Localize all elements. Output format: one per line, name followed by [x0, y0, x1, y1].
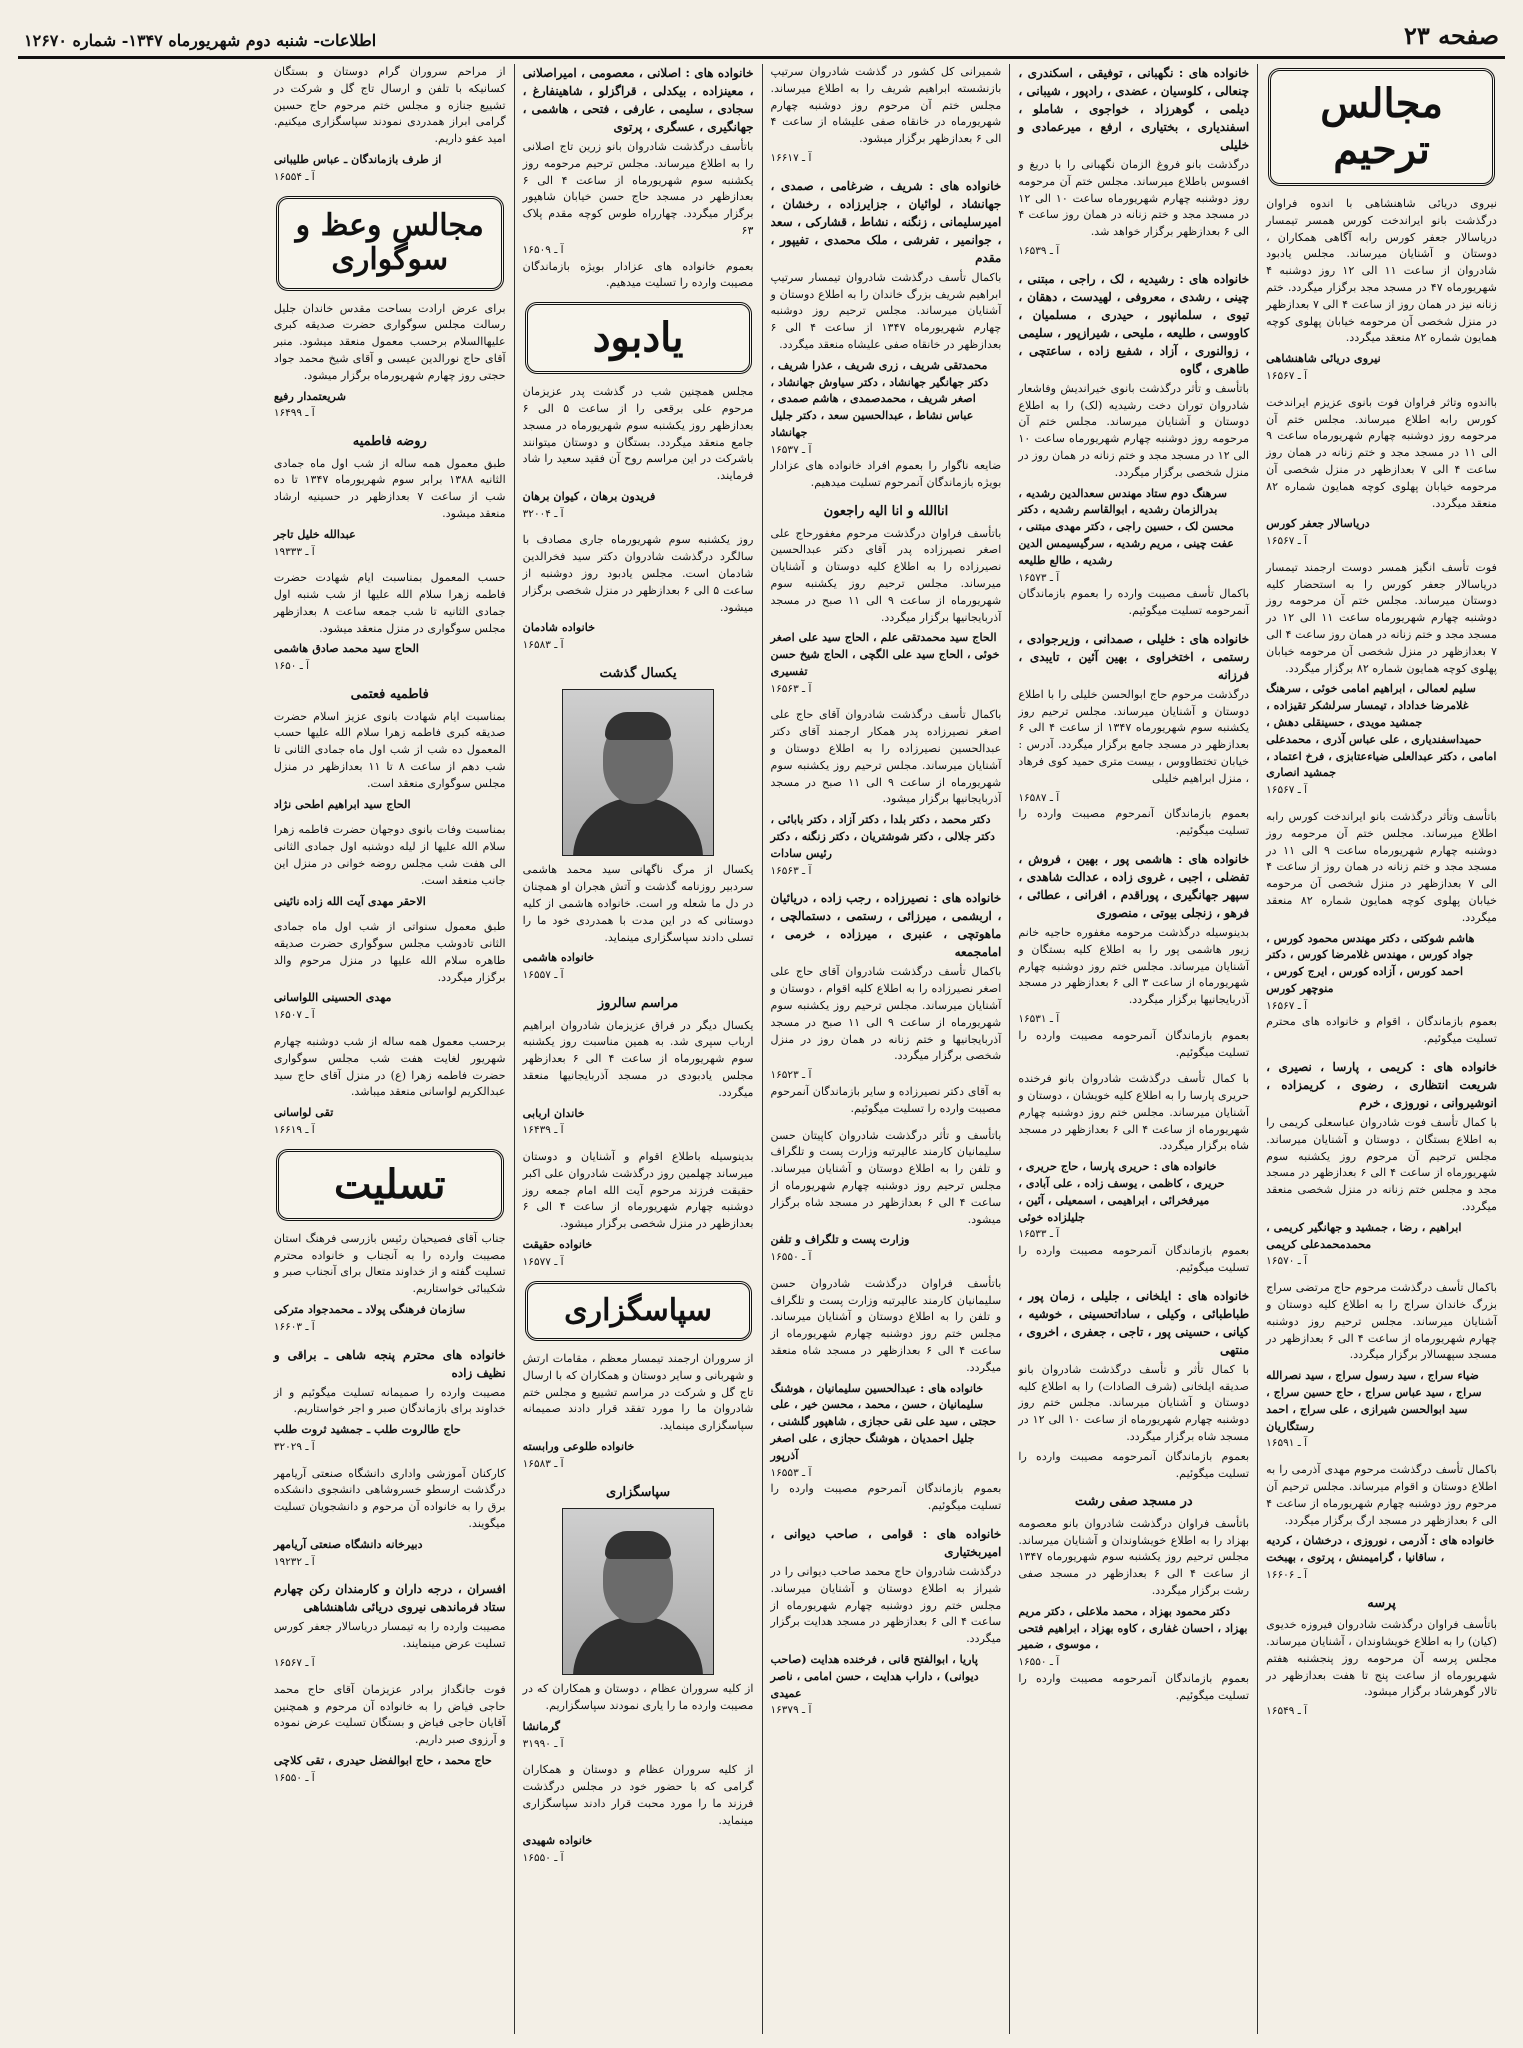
notice-body: درگذشت شادروان حاج محمد صاحب دیوانی را در شیراز به اطلاع دوستان و آشنایان میرساند. مجلس ختم روز دوشنبه چهارم شهریورماه از ساعت ۴ الی ۶ بعدازظهر در مسجد هدایت برگزار میگردد.	[770, 1564, 1002, 1646]
notice	[523, 1762, 754, 1867]
notice	[1266, 395, 1497, 550]
notice	[1266, 1462, 1497, 1584]
issue-info: اطلاعات- شنبه دوم شهریورماه ۱۳۴۷- شماره ۱۲۶۷۰	[24, 31, 377, 50]
notice	[274, 1346, 506, 1456]
notice-body: مصیبت وارده را به تیمسار دریاسالار جعفر کورس تسلیت عرض مینمایند.	[273, 1620, 506, 1651]
notice-body: بعموم بازماندگان آنمرحوم مصیبت وارده را تسلیت میگوئیم.	[1018, 807, 1250, 838]
notice-code: آ ـ ۱۶۵۶۷	[1266, 784, 1308, 797]
notice-code: آ ـ ۱۶۴۳۹	[522, 1124, 564, 1137]
notice	[274, 1682, 506, 1787]
notice-heading: خانواده های : شریف ، ضرغامی ، صمدی ، جهانشاد ، لوائیان ، جزایرزاده ، رخشان ، امیرسلیمانی ، زنگنه ، نشاط ، قشارکی ، سعد ، جوانمیر ، تفرشی ، ملک محمدی ، تفیپور ، مقدم	[770, 178, 1002, 265]
notice-heading: پرسه	[1367, 1595, 1396, 1611]
notice	[523, 1149, 754, 1271]
column-2	[1009, 64, 1257, 2034]
notice-signature: عبدالله خلیل تاجر	[273, 526, 356, 541]
notice-code: آ ـ ۱۶۵۷۷	[522, 1255, 564, 1268]
masthead	[18, 18, 1505, 59]
notice	[274, 432, 506, 560]
section-box-sermon-mourning	[276, 196, 504, 291]
notice-code: آ ـ ۱۶۶۱۹	[273, 1124, 315, 1137]
notice-signature: خانواده های : آذرمی ، نوروزی ، درخشان ، کردیه ، ساقانیا ، گرامیمنش ، پرتوی ، بهبخت	[1266, 1533, 1495, 1565]
notice-heading: خانواده های محترم پنجه شاهی ـ براقی و نظیف زاده	[273, 1347, 506, 1380]
notice	[771, 1128, 1002, 1266]
notice-signature: دریاسالار جعفر کورس	[1266, 516, 1370, 531]
notice-signature: وزارت پست و تلگراف و تلفن	[770, 1232, 910, 1247]
notice-code: آ ـ ۱۶۵۷۰	[1266, 1255, 1308, 1268]
notice-body: بمناسبت ایام شهادت بانوی عزیز اسلام حضرت صدیقه کبری فاطمه زهرا سلام الله علیها حسب المعمول ده شب از شب اول ماه جمادی الثانی تا شب دهم از ساعت ۸ تا ۱۱ بعدازظهر در منزل مجلس سوگواری منعقد است.	[273, 709, 506, 790]
notice-code: آ ـ ۱۶۵۵۷	[522, 969, 564, 982]
notice	[274, 1034, 506, 1139]
notice	[771, 177, 1002, 492]
notice-body: نیروی دریائی شاهنشاهی با اندوه فراوان درگذشت بانو ایراندخت کورس همسر تیمسار دریاسالار جعفر کورس رابه آگاهی همکاران ، دوستان و آشنایان میرساند. مجلس یادبود شادروان از ساعت ۱۱ الی ۱۲ روز دوشنبه ۴ شهریورماه ۴۷ در مسجد مجد برگزار میگردد. ختم زنانه نیز در همان روز از ساعت ۴ الی ۷ بعدازظهر در منزل شخصی آن مرحومه خیابان پهلوی کوچه همایون شماره ۸۲ منعقد میگردد.	[1266, 197, 1497, 345]
notice-body: روز یکشنبه سوم شهریورماه جاری مصادف با سالگرد درگذشت شادروان دکتر سید فخرالدین شادمان است. مجلس یادبود روز دوشنبه از ساعت ۵ الی ۶ بعدازظهر در منزل شخصی برگزار میشود.	[522, 533, 754, 614]
notice-body: حسب المعمول بمناسبت ایام شهادت حضرت فاطمه زهرا سلام الله علیها از شب شنبه اول جمادی الثانیه تا شب جمعه ساعت ۸ بعدازظهر مجلس سوگواری در منزل منعقد میشود.	[273, 571, 506, 635]
notice-signature: دکتر محمد ، دکتر بلدا ، دکتر آزاد ، دکتر بابائی ، دکتر جلالی ، دکتر شوشتریان ، دکتر زنگنه ، دکتر رئیس سادات	[770, 812, 996, 860]
notice-code: آ ـ ۱۶۵۵۰	[770, 1251, 812, 1264]
notice-signature: الحاج سید محمد صادق هاشمی	[273, 641, 420, 656]
notice-code: آ ـ ۱۶۵۶۳	[770, 682, 812, 695]
notice	[274, 1580, 506, 1671]
notice	[523, 1483, 754, 1753]
notice-heading: خانواده های : نگهبانی ، توفیقی ، اسکندری ، چنعالی ، کلوسیان ، عضدی ، رادپور ، شیبانی ، دیلمی ، گوهرزاد ، خواجوی ، شاملو ، اسفندیاری ، بختیاری ، ارفع ، میرعمادی و خلیلی	[1018, 66, 1250, 152]
portrait-hair	[605, 1531, 671, 1559]
notice-code: آ ـ ۱۶۵۷۳	[1018, 571, 1060, 584]
notice-body: بعموم بازماندگان آنمرحومه مصیبت وارده را تسلیت میگوئیم.	[1018, 1244, 1250, 1275]
notice-code: آ ـ ۳۱۹۹۰	[522, 1737, 564, 1750]
notice-body: بعموم بازماندگان ، اقوام و خانواده های محترم تسلیت میگوئیم.	[1266, 1015, 1497, 1046]
section-title: مجالس ترحیم	[1320, 80, 1443, 173]
notice-signature: خانواده شهیدی	[522, 1833, 593, 1848]
notice-body: طبق معمول همه ساله از شب اول ماه جمادی الثانیه ۱۳۸۸ برابر سوم شهریورماه ۱۳۴۷ تا ده شب از ساعت ۷ بعدازظهر در حسینیه ارشاد منعقد میشود.	[273, 456, 506, 520]
notice-code: آ ـ ۱۶۵۶۷	[273, 1656, 315, 1669]
notice-code: آ ـ ۱۹۳۳۳	[273, 545, 315, 558]
notice-signature: مهدی الحسینی اللواسانی	[273, 990, 392, 1005]
notice-signature: دبیرخانه دانشگاه صنعتی آریامهر	[273, 1536, 423, 1551]
notice-body: برحسب معمول همه ساله از شب دوشنبه چهارم شهریور لغایت هفت شب مجلس سوگواری حضرت فاطمه زهرا (ع) در منزل آقای حاج سید عبدالکریم لواسانی منعقد میباشد.	[273, 1035, 506, 1099]
notice-signature: هاشم شوکتی ، دکتر مهندس محمود کورس ، جواد کورس ، مهندس غلامرضا کورس ، دکتر احمد کورس ، آزاده کورس ، ایرج کورس ، منوچهر کورس	[1266, 930, 1475, 995]
notice-code: آ ـ ۱۶۵۵۳	[770, 1466, 812, 1479]
notice-body: طبق معمول سنواتی از شب اول ماه جمادی الثانی تادوشب مجلس سوگواری حضرت صدیقه طاهره سلام الله علیها در منزل مرحوم والد برگزار میگردد.	[273, 920, 506, 984]
notice-body: فوت تأسف انگیز همسر دوست ارجمند تیمسار دریاسالار جعفر کورس را به استحضار کلیه دوستان میرساند. مجلس ختم آن مرحومه روز دوشنبه چهارم شهریورماه ساعت ۱۱ الی ۱۲ در مسجد مجد و ختم زنانه در همان روز ساعت ۴ الی ۷ بعدازظهر در منزل شخصی آن مرحومه خیابان پهلوی کوچه همایون شماره ۸۲ برگزار میگردد.	[1266, 560, 1497, 675]
portrait-hair	[605, 712, 671, 740]
notice-body: مجلس همچنین شب در گذشت پدر عزیزمان مرحوم علی برقعی را از ساعت ۵ الی ۶ بعدازظهر روز یکشنبه سوم شهریورماه در مسجد جامع منعقد میگردد. بستگان و دوستان میتوانند باشرکت در این مراسم روح آن فقید سعید را شاد فرمایند.	[522, 385, 754, 483]
notice-signature: گرمانشا	[522, 1718, 561, 1733]
notice-heading: خانواده های : خلیلی ، صمدانی ، وزیرجوادی ، رستمی ، اختخراوی ، بهین آئین ، تایبدی ، فرزانه	[1018, 631, 1250, 682]
notice-body: بعموم بازماندگان آنمرحوم مصیبت وارده را تسلیت میگوئیم.	[770, 1482, 1002, 1513]
notice-code: آ ـ ۱۶۵۵۰	[1018, 1656, 1060, 1669]
notice	[1266, 196, 1497, 385]
notice	[1018, 630, 1249, 840]
notice	[274, 685, 506, 812]
notice	[1266, 809, 1497, 1048]
notice-signature: پاریا ، ابوالفتح قانی ، فرخنده هدایت (صاحب دیوانی) ، داراب هدایت ، حسن امامی ، ناصر عمیدی	[770, 1651, 979, 1700]
notice	[771, 1276, 1002, 1515]
notice-code: آ ـ ۱۹۲۳۲	[273, 1555, 315, 1568]
notice	[1018, 1492, 1249, 1704]
notice-signature: الحاج سید ابراهیم اطحی نژاد	[273, 796, 411, 811]
notice-heading: یکسال گذشت	[599, 665, 677, 681]
notice-body: فوت جانگداز برادر عزیزمان آقای حاج محمد حاجی فیاض را به خانواده آن مرحوم و همچنین آقایان حاجی فیاض و بستگان تسلیت عرض نموده و آرزوی صبر داریم.	[273, 1682, 506, 1747]
notice-code: آ ـ ۱۶۳۷۹	[770, 1704, 812, 1717]
notice-signature: تقی لواسانی	[273, 1105, 334, 1120]
notice-body: از مراحم سروران گرام دوستان و بستگان کسانیکه با تلفن و ارسال تاج گل و شرکت در تشییع جنازه و مجلس ختم مرحوم حاج حسین گرامی ابراز همدردی نمودند سپاسگزاری میکنیم. امید عفو داریم.	[273, 65, 506, 146]
notice-body: باکمال تأسف درگذشت شادروان آقای حاج علی اصغر نصیرزاده پدر همکار ارجمند آقای دکتر عبدالحسین نصیرزاده را به اطلاع دوستان و آشنایان میرساند. مجلس ترحیم روز یکشنبه سوم شهریورماه از ساعت ۹ الی ۱۱ صبح در مسجد آذربایجانیها برگزار میشود.	[770, 708, 1002, 806]
notice-body: باتأسف و تأثر درگذشت شادروان کاپیتان حسن سلیمانیان کارمند عالیرتبه وزارت پست و تلگراف و تلفن را به اطلاع دوستان و آشنایان میرساند. مجلس ترحیم روز دوشنبه چهارم شهریورماه از ساعت ۴ الی ۶ بعدازظهر در مسجد شاه برگزار میشود.	[770, 1128, 1002, 1226]
notice-body: بعموم بازماندگان آنمرحومه مصیبت وارده را تسلیت میگوئیم.	[1018, 1672, 1250, 1702]
notice-code: آ ـ ۱۶۵۳۳	[1018, 1228, 1060, 1241]
notice-code: آ ـ ۱۶۴۹۹	[273, 407, 315, 420]
notice-code: آ ـ ۱۶۵۰۷	[273, 1009, 315, 1022]
notice	[274, 822, 506, 909]
notice	[523, 384, 754, 522]
notice-body: با کمال تأثر و تأسف درگذشت شادروان بانو صدیقه ایلخانی (شرف الصادات) را به اطلاع کلیه دوستان و آشنایان میرساند. مجلس ختم روز دوشنبه چهارم شهریورماه از ساعت ۱۰ الی ۱۲ در مسجد شاه برگزار میگردد.	[1018, 1362, 1250, 1443]
notice-body: یکسال از مرگ ناگهانی سید محمد هاشمی سردبیر روزنامه گذشت و آتش هجران او همچنان در دل ما شعله ور است. خانواده هاشمی از کلیه دوستانی که در این مدت با همدردی خود ما را تسلی دادند سپاسگزاری مینماید.	[522, 863, 754, 944]
notice-code: آ ـ ۱۶۵۳۹	[1018, 244, 1060, 257]
notice-body: باتأسف فراوان درگذشت مرحوم مغفورحاج علی اصغر نصیرزاده پدر آقای دکتر عبدالحسین نصیرزاده را به اطلاع کلیه دوستان و آشنایان میرساند. مجلس ترحیم روز یکشنبه سوم شهریورماه از ساعت ۹ الی ۱۱ صبح در مسجد آذربایجانیها برگزار میگردد.	[770, 526, 1002, 624]
notice-heading: سپاسگزاری	[606, 1484, 671, 1500]
notice-heading: خانواده های : نصیرزاده ، رجب زاده ، دریائیان ، اربشمی ، میرزائی ، رستمی ، دستمالچی ، ماهوتچی ، عنبری ، میرزاده ، خرمی ، امامجمعه	[770, 891, 1002, 960]
section-box-condolences	[276, 1149, 504, 1221]
section-box-thanks	[525, 1281, 752, 1342]
columns	[18, 64, 1505, 2034]
notice-body: باکمال تأسف مصیبت وارده را بعموم بازماندگان آنمرحومه تسلیت میگوئیم.	[1018, 587, 1250, 618]
notice-code: آ ـ ۱۶۵۲۳	[770, 1069, 812, 1082]
notice-heading: خانواده های : هاشمی پور ، بهین ، فروش ، تفضلی ، اجبی ، غروی زاده ، عدالت شاهدی ، سپهر جهانگیری ، پوراقدم ، افرانی ، عطائی ، فرهو ، زنجلی بیوتی ، منصوری	[1018, 851, 1250, 920]
notice-code: آ ـ ۱۶۵۳۷	[770, 443, 812, 456]
notice-body: از سروران ارجمند تیمسار معظم ، مقامات ارتش و شهربانی و سایر دوستان و همکاران که با ارسال تاج گل و شرکت در مراسم تشییع و مجلس ختم شادروان ما را مورد تفقد قرار دادند صمیمانه سپاسگزاری مینماید.	[522, 1352, 754, 1433]
notice-signature: الحاج سید محمدتقی علم ، الحاج سید علی اصغر خوئی ، الحاج سید علی الگچی ، الحاج شیخ حسن تفسیری	[770, 630, 1000, 678]
notice-signature: خانواده هاشمی	[522, 950, 595, 965]
notice	[274, 570, 506, 675]
notice-code: آ ـ ۳۲۰۲۹	[273, 1440, 315, 1453]
notice-signature: خانواده های : عبدالحسین سلیمانیان ، هوشنگ سلیمانیان ، حسن ، محمد ، محسن خیر ، علی حجتی ، سید علی نقی حجازی ، شاهپور گلشنی ، جلیل احمدیان ، هوشنگ حجازی ، علی اصغر آذرپور	[770, 1380, 997, 1462]
notice-body: باکمال تأسف درگذشت شادروان تیمسار سرتیپ ابراهیم شریف بزرگ خاندان را به اطلاع دوستان و آشنایان میرساند. مجلس ترحیم روز دوشنبه چهارم شهریورماه ۱۳۴۷ از ساعت ۴ الی ۶ بعدازظهر در خانقاه صفی علیشاه منعقد میگردد.	[770, 270, 1002, 351]
notice-signature: خانواده های : حریری پارسا ، حاج حریری ، حریری ، کاظمی ، یوسف زاده ، علی آبادی ، میرفخرائی ، ابراهیمی ، اسمعیلی ، آئین ، جلیلزاده خوئی	[1018, 1159, 1225, 1224]
notice-signature: سلیم لعمالی ، ابراهیم امامی خوئی ، سرهنگ غلامرضا خداداد ، تیمسار سرلشکر تقیزاده ، جمشید مویدی ، حسینقلی دهش ، حمیداسفندیاری ، علی عباس آذری ، محمدعلی امامی ، دکتر عبدالعلی ضیاءعتابزی ، فرخ اعتماد ، جمشید انصاری	[1266, 681, 1497, 780]
notice-body: بدینوسیله درگذشت مرحومه مغفوره حاجیه خانم زیور هاشمی پور را به اطلاع کلیه بستگان و آشنایان میرساند. مجلس ختم روز دوشنبه چهارم شهریورماه از ساعت ۳ الی ۶ بعدازظهر در مسجد آذربایجانیها برگزار میگردد.	[1018, 925, 1250, 1007]
notice-code: آ ـ ۱۶۶۰۳	[273, 1320, 315, 1333]
notice	[1266, 1058, 1497, 1270]
notice-body: با کمال تأسف فوت شادروان عباسعلی کریمی را به اطلاع بستگان ، دوستان و آشنایان میرساند. مجلس ترحیم آن مرحوم روز یکشنبه سوم شهریورماه از ساعت ۴ الی ۶ بعدازظهر در مسجد مجد و مجلس ختم زنانه در منزل شخصی منعقد میگردد.	[1266, 1116, 1498, 1214]
portrait-photo	[562, 689, 714, 856]
notice-signature: خانواده شادمان	[522, 620, 596, 635]
notice-code: آ ـ ۱۶۶۱۷	[770, 151, 812, 164]
notice-body: یکسال دیگر در فراق عزیزمان شادروان ابراهیم ارباب سپری شد. به همین مناسبت روز یکشنبه سوم شهریورماه از ساعت ۴ الی ۶ بعدازظهر مجلس یادبودی در مسجد آذربایجانیها منعقد میگردد.	[522, 1018, 754, 1099]
notice-body: بعموم خانواده های عزادار بویژه بازماندگان مصیبت وارده را تسلیت میدهیم.	[522, 259, 754, 290]
notice-code: آ ـ ۱۶۵۶۳	[770, 864, 812, 877]
notice-code: آ ـ ۱۶۵۳۱	[1018, 1012, 1060, 1025]
notice-signature: محمدتقی شریف ، زری شریف ، عذرا شریف ، دکتر جهانگیر جهانشاد ، دکتر سیاوش جهانشاد ، اصغر شریف ، محمدصمدی ، هاشم صمدی ، عباس نشاط ، عبدالحسین سعد ، دکتر جلیل جهانشاد	[770, 357, 989, 439]
notice-signature: فریدون برهان ، کیوان برهان	[522, 488, 656, 503]
notice	[771, 707, 1002, 879]
notice	[1018, 1287, 1249, 1483]
notice-heading: در مسجد صفی رشت	[1074, 1494, 1193, 1510]
notice	[771, 1525, 1002, 1719]
notice	[274, 301, 506, 423]
notice-signature: دکتر محمود بهزاد ، محمد ملاعلی ، دکتر مریم بهزاد ، احسان غفاری ، کاوه بهزاد ، ابراهیم فتحی ، موسوی ، ضمیر	[1018, 1603, 1248, 1652]
notice-signature: سرهنگ دوم ستاد مهندس سعدالدین رشدیه ، بدرالزمان رشدیه ، ابوالقاسم رشدیه ، دکتر محسن لک ، حسین راجی ، دکتر مهدی مبتنی ، عفت چینی ، مریم رشدیه ، سرگیسیمس الدین رشدیه ، طالع طلیعه	[1018, 485, 1234, 567]
notice-body: بعموم بازماندگان آنمرحومه مصیبت وارده را تسلیت میگوئیم.	[1018, 1449, 1250, 1480]
column-3	[762, 64, 1010, 2034]
notice-code: آ ـ ۱۶۵۴۹	[1266, 1705, 1308, 1718]
notice	[1266, 1594, 1497, 1720]
notice-body: از کلیه سروران عظام و دوستان و همکاران گرامی که با حضور خود در مجلس درگذشت فرزند ما را مورد محبت قرار دادند سپاسگزاری مینماید.	[522, 1763, 754, 1827]
notice-body: باتأسف فراوان درگذشت شادروان فیروزه خدیوی (کیان) را به اطلاع خویشاوندان ، آشنایان میرساند. مجلس پرسه آن مرحومه روز پنجشنبه هفتم شهریورماه از ساعت پنج تا هفت بعدازظهر در تالار گوهرشاد برگزار میشود.	[1266, 1618, 1497, 1699]
notice-heading: خانواده های : رشیدیه ، لک ، راجی ، مبتنی ، چینی ، رشدی ، معروفی ، لهیدست ، دهقان ، تیوی ، سلمانپور ، حیدری ، مسلمیان ، کاووسی ، طلیعه ، ملیحی ، شیرازپور ، سلیمی ، زوالنوری ، آزاد ، شفیع زاده ، ساعتچی ، طاهری ، گاوه	[1018, 271, 1250, 376]
notice	[523, 994, 754, 1139]
notice	[1266, 1280, 1497, 1452]
notice	[771, 889, 1002, 1117]
notice-code: آ ـ ۱۶۶۰۶	[1266, 1568, 1308, 1581]
notice-heading: روضه فاطمیه	[352, 434, 427, 450]
notice-body: بدینوسیله باطلاع اقوام و آشنایان و دوستان میرساند چهلمین روز درگذشت شادروان علی اکبر حقیقت فرزند مرحوم آیت الله امام جمعه روز دوشنبه چهارم شهریورماه از ساعت ۴ الی ۶ بعدازظهر در منزل شخصی برگزار میشود.	[522, 1150, 754, 1231]
notice-code: آ ـ ۱۶۵۵۰	[522, 1852, 564, 1865]
notice-signature: سازمان فرهنگی پولاد ـ محمدجواد مترکی	[273, 1301, 466, 1316]
notice-code: آ ـ ۱۶۵۰۹	[522, 243, 564, 256]
notice	[523, 532, 754, 654]
notice-code: آ ـ ۱۶۵۵۴	[273, 170, 315, 183]
notice	[274, 1466, 506, 1571]
notice	[274, 64, 506, 186]
section-box-condolence-gatherings	[1268, 68, 1495, 186]
notice-signature: ابراهیم ، رضا ، جمشید و جهانگیر کریمی ، محمدمحمدعلی کریمی	[1266, 1219, 1462, 1251]
column-1	[1257, 64, 1505, 2034]
notice-body: برای عرض ارادت بساحت مقدس خاندان جلیل رسالت مجلس سوگواری حضرت صدیقه کبری علیهاالسلام برحسب معمول منعقد میشود. منبر آقای حاج نورالدین عیسی و آقای شیخ محمد جواد حجتی روز چهارم شهریورماه برگزار میشود.	[273, 301, 506, 382]
notice-heading: خانواده های : قوامی ، صاحب دیوانی ، امیربختیاری	[770, 1526, 1002, 1559]
notice	[1266, 560, 1497, 799]
portrait-shoulders	[573, 1617, 703, 1675]
notice-body: ضایعه ناگوار را بعموم افراد خانواده های عزادار بویژه بازماندگان آنمرحوم تسلیت میدهیم.	[770, 459, 1002, 490]
notice-body: شمیرانی کل کشور در گذشت شادروان سرتیپ بازنشسته ابراهیم شریف را به اطلاع میرساند. مجلس ختم آن مرحوم روز دوشنبه چهارم شهریورماه در خانقاه صفی علیشاه از ساعت ۴ الی ۶ بعدازظهر برگزار میشود.	[770, 65, 1002, 146]
section-title: سپاسگزاری	[564, 1292, 713, 1328]
notice	[1018, 850, 1249, 1061]
notice-code: آ ـ ۱۶۵۶۷	[1266, 999, 1308, 1012]
column-5	[266, 64, 514, 2034]
notice-body: با کمال تأسف درگذشت شادروان بانو فرخنده حریری پارسا را به اطلاع کلیه خویشان ، دوستان و آشنایان میرساند. مجلس ختم روز دوشنبه چهارم شهریورماه از ساعت ۴ الی ۶ بعدازظهر در مسجد شاه برگزار میگردد.	[1018, 1072, 1250, 1153]
notice-heading: فاطمیه فعتمی	[350, 687, 429, 703]
notice-code: آ ـ ۱۶۵۸۳	[522, 1457, 564, 1470]
notice-code: آ ـ ۱۶۵۹۱	[1266, 1437, 1308, 1450]
notice-body: باتأسف و تأثر درگذشت بانوی خیراندیش وفاشعار شادروان توران دخت رشیدیه (لک) را به اطلاع دوستان و آشنایان میرساند. مجلس ختم آن مرحومه روز دوشنبه چهارم شهریورماه ساعت ۱۰ الی ۱۲ در مسجد مجد و ختم زنانه در همان روز در منزل شخصی برگزار میگردد.	[1018, 381, 1250, 479]
notice-code: آ ـ ۱۶۵۵۰	[273, 1771, 315, 1784]
notice-body: بااندوه وتاثر فراوان فوت بانوی عزیزم ایراندخت کورس رابه اطلاع میرساند. مجلس ختم آن مرحومه روز دوشنبه چهارم شهریورماه ساعت ۹ الی ۱۱ در مسجد مجد و ختم زنانه در همان روز ساعت ۴ الی ۷ بعدازظهر در منزل شخصی آن مرحومه خیابان پهلوی کوچه همایون شماره ۸۲ منعقد میگردد.	[1266, 395, 1497, 510]
notice-signature: حاج طالروت طلب ـ جمشید ثروت طلب	[273, 1422, 461, 1437]
notice-signature: از طرف بازماندگان ـ عباس طلیبانی	[273, 151, 442, 166]
notice-body: کارکنان آموزشی واداری دانشگاه صنعتی آریامهر درگذشت ارسطو خسروشاهی دانشجوی دانشکده برق را به خانواده آن مرحوم و دانشجویان تسلیت میگویند.	[273, 1466, 506, 1531]
notice-body: باتأسف وتأثر درگذشت بانو ایراندخت کورس رابه اطلاع میرساند. مجلس ختم آن مرحومه روز دوشنبه چهارم شهریورماه ساعت ۹ الی ۱۱ در مسجد مجد و ختم زنانه در همان روز از ساعت ۴ الی ۷ بعدازظهر در منزل شخصی آن مرحومه خیابان پهلوی کوچه همایون شماره ۸۲ منعقد میگردد.	[1266, 809, 1497, 924]
notice-heading: مراسم سالروز	[597, 996, 679, 1012]
notice-body: به آقای دکتر نصیرزاده و سایر بازماندگان آنمرحوم مصیبت وارده را تسلیت میگوئیم.	[770, 1084, 1002, 1115]
notice-body: باتأسف درگذشت شادروان بانو زرین تاج اصلانی را به اطلاع میرساند. مجلس ترحیم مرحومه روز یکشنبه سوم شهریورماه از ساعت ۴ الی ۶ بعدازظهر در مسجد حاج حسن خیابان شاهپور برگزار میگردد. چهارراه طوس کوچه مقدم پلاک ۶۳	[522, 140, 754, 237]
notice	[1018, 64, 1249, 260]
section-title: مجالس وعظ و سوگواری	[295, 207, 484, 278]
notice	[1018, 1071, 1249, 1277]
notice-body: جناب آقای فصیحیان رئیس بازرسی فرهنگ استان مصیبت وارده را به آنجناب و خانواده محترم تسلیت گفته و از خداوند متعال برای آنجناب صبر و شکیبائی خواستاریم.	[273, 1231, 506, 1296]
notice-signature: خاندان اربابی	[522, 1105, 585, 1120]
notice-body: از کلیه سروران عظام ، دوستان و همکاران که در مصیبت وارده ما را یاری نمودند سپاسگزاریم.	[522, 1682, 754, 1712]
notice	[771, 502, 1002, 697]
notice-code: آ ـ ۱۶۵۶۷	[1266, 535, 1308, 548]
notice-body: باتأسف فراوان درگذشت شادروان بانو معصومه بهزاد را به اطلاع خویشاوندان و آشنایان میرساند. مجلس ترحیم روز یکشنبه سوم شهریورماه ۱۳۴۷ از ساعت ۴ الی ۶ بعدازظهر در مسجد صفی رشت برگزار میگردد.	[1018, 1516, 1250, 1598]
notice-body: مصیبت وارده را صمیمانه تسلیت میگوئیم و از خداوند برای بازماندگان صبر و اجر خواستاریم.	[273, 1385, 506, 1416]
section-title: یادبود	[592, 314, 684, 362]
notice-body: بمناسبت وفات بانوی دوجهان حضرت فاطمه زهرا سلام الله علیها از لیله دوشنبه اول جمادی الثانی الی هفت شب مجلس روضه خوانی در منزل این جانب منعقد است.	[273, 823, 506, 887]
section-box-memorial	[525, 302, 752, 374]
notice	[771, 64, 1002, 167]
notice-code: آ ـ ۳۲۰۰۴	[522, 507, 564, 520]
notice	[523, 64, 754, 292]
notice-body: باکمال تأسف درگذشت مرحوم حاج مرتضی سراج بزرگ خاندان سراج را به اطلاع کلیه دوستان و آشنایان میرساند. مجلس ترحیم روز دوشنبه چهارم شهریورماه از ساعت ۴ الی ۶ بعدازظهر در مسجد سپهسالار برگزار میگردد.	[1266, 1281, 1497, 1362]
notice-signature: نیروی دریائی شاهنشاهی	[1266, 351, 1381, 366]
notice-body: درگذشت بانو فروغ الزمان نگهبانی را با دریغ و افسوس باطلاع میرساند. مجلس ختم آن مرحومه روز دوشنبه چهارم شهریورماه ساعت ۱۰ الی ۱۲ در مسجد مجد و ختم زنانه در همان روز ساعت ۴ الی ۶ بعدازظهر برگزار خواهد شد.	[1018, 158, 1250, 239]
notice-signature: ضیاء سراج ، سید رسول سراج ، سید نصرالله سراج ، سید عباس سراج ، حاج حسین سراج ، سید ابوالحسن شیرازی ، علی سراج ، احمد رستگاریان	[1266, 1368, 1482, 1433]
notice-body: باکمال تأسف درگذشت شادروان آقای حاج علی اصغر نصیرزاده را به اطلاع کلیه اقوام ، دوستان و آشنایان میرساند. مجلس ترحیم روز یکشنبه سوم شهریورماه از ساعت ۹ الی ۱۱ صبح در مسجد آذربایجانیها و ختم زنانه در همان روز در منزل شخصی برگزار میگردد.	[770, 965, 1002, 1063]
notice-code: آ ـ ۱۶۵۸۳	[522, 639, 564, 652]
notice-body: بعموم بازماندگان آنمرحومه مصیبت وارده را تسلیت میگوئیم.	[1018, 1028, 1250, 1059]
notice-signature: الاحقر مهدی آیت الله زاده نائینی	[273, 893, 426, 908]
notice-code: آ ـ ۱۶۵۶۷	[1266, 369, 1308, 382]
portrait-photo	[562, 1508, 714, 1675]
column-4	[514, 64, 762, 2034]
notice-body: باتأسف فراوان درگذشت شادروان حسن سلیمانیان کارمند عالیرتبه وزارت پست و تلگراف و تلفن را به اطلاع دوستان و آشنایان میرساند. مجلس ختم روز دوشنبه چهارم شهریورماه از ساعت ۴ الی ۶ بعدازظهر در مسجد شاه منعقد میگردد.	[770, 1276, 1002, 1374]
notice	[523, 664, 754, 984]
notice-signature: خانواده طلوعی ورابسته	[522, 1439, 635, 1454]
notice	[1018, 270, 1249, 620]
notice-body: باکمال تأسف درگذشت مرحوم مهدی آذرمی را به اطلاع دوستان و اقوام میرساند. مجلس ترحیم آن مرحوم روز دوشنبه چهارم شهریورماه از ساعت ۴ الی ۶ بعدازظهر در مسجد ارگ برگزار میگردد.	[1266, 1463, 1497, 1527]
notice	[274, 1231, 506, 1336]
notice-signature: خانواده حقیقت	[522, 1237, 593, 1252]
notice-code: آ ـ ۱۶۵۰	[273, 660, 310, 673]
notice-heading: خانواده های : ایلخانی ، جلیلی ، زمان پور ، طباطبائی ، وکیلی ، ساداتحسینی ، خوشیه ، کیانی ، حسینی پور ، تاجی ، جعفری ، اخروی ، منتهی	[1018, 1288, 1250, 1357]
notice	[523, 1351, 754, 1473]
page-number: صفحه ۲۳	[1403, 21, 1499, 50]
notice-heading: اناالله و انا الیه راجعون	[823, 504, 949, 520]
notice-body: درگذشت مرحوم حاج ابوالحسن خلیلی را با اطلاع دوستان و آشنایان میرساند. مجلس ترحیم روز یکشنبه سوم شهریورماه ۱۳۴۷ از ساعت ۴ الی ۶ بعدازظهر در مسجد جامع برگزار میگردد. آدرس : خیابان تختطاووس ، بیست متری حمید کوی فرهاد ، منزل ابراهیم خلیلی	[1018, 687, 1250, 785]
notice-code: آ ـ ۱۶۵۸۷	[1018, 791, 1060, 804]
section-title: تسلیت	[334, 1160, 446, 1208]
notice-heading: خانواده های : کریمی ، پارسا ، نصیری ، شریعت انتظاری ، رضوی ، کریمزاده ، انوشیروانی ، نوروزی ، خرم	[1266, 1060, 1497, 1111]
portrait-shoulders	[573, 798, 703, 856]
notice-heading: افسران ، درجه داران و کارمندان رکن چهارم ستاد فرماندهی نیروی دریائی شاهنشاهی	[273, 1582, 506, 1615]
notice	[274, 919, 506, 1024]
notice-signature: شریعتمدار رفیع	[273, 388, 347, 403]
notice-signature: حاج محمد ، حاج ابوالفضل حیدری ، تقی کلاچی	[273, 1752, 492, 1767]
notice-heading: خانواده های : اصلانی ، معصومی ، امیراصلانی ، معینزاده ، بیکدلی ، قراگزلو ، شاهینفارغ ، سجادی ، سلیمی ، عارفی ، فتحی ، هاشمی ، جهانگیری ، عسگری ، پرتوی	[522, 66, 754, 134]
